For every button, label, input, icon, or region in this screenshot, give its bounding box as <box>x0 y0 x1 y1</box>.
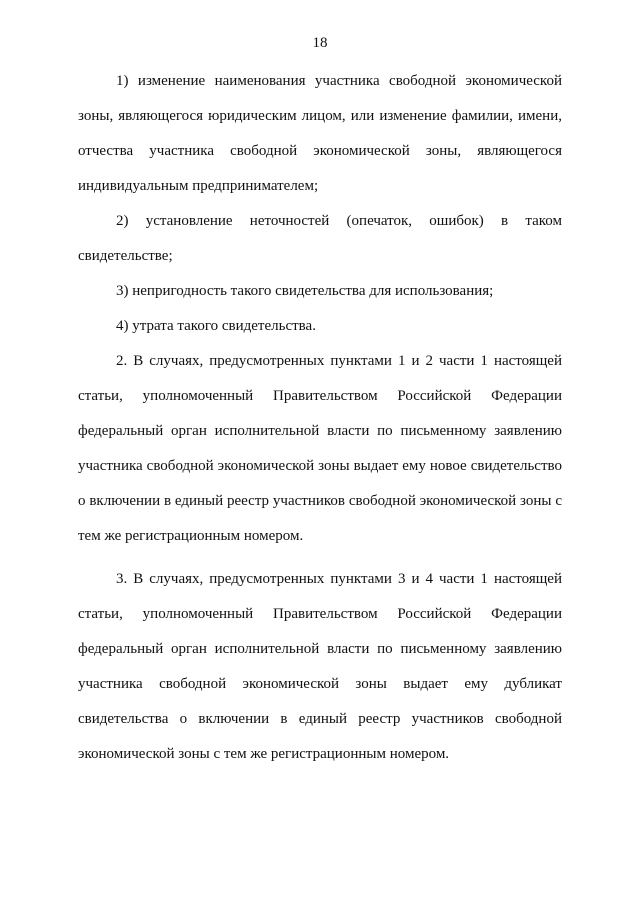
paragraph-item-2: 2) установление неточностей (опечаток, ошибок) в таком свидетельстве; <box>78 213 562 264</box>
paragraph-item-1: 1) изменение наименования участника свободной экономической зоны, являющегося юридическим лицом, или изменение фамилии, имени, отчества участника свободной экономической зоны, являющегося индивидуальным предпринимателем; <box>78 73 562 194</box>
paragraph-item-3: 3) непригодность такого свидетельства для использования; <box>116 283 494 299</box>
page-number: 18 <box>312 35 328 51</box>
paragraph-section-2: 2. В случаях, предусмотренных пунктами 1 и 2 части 1 настоящей статьи, уполномоченный Правительством Российской Федерации федеральный орган исполнительной власти по письменному заявлению участника свободной экономической зоны выдает ему новое свидетельство о включении в единый реестр участников свободной экономической зоны с тем же регистрационным номером. <box>78 353 562 544</box>
paragraph-item-4: 4) утрата такого свидетельства. <box>116 318 316 334</box>
paragraph-section-3: 3. В случаях, предусмотренных пунктами 3 и 4 части 1 настоящей статьи, уполномоченный Правительством Российской Федерации федеральный орган исполнительной власти по письменному заявлению участника свободной экономической зоны выдает ему дубликат свидетельства о включении в единый реестр участников свободной экономической зоны с тем же регистрационным номером. <box>78 571 562 762</box>
document-body <box>78 64 562 772</box>
